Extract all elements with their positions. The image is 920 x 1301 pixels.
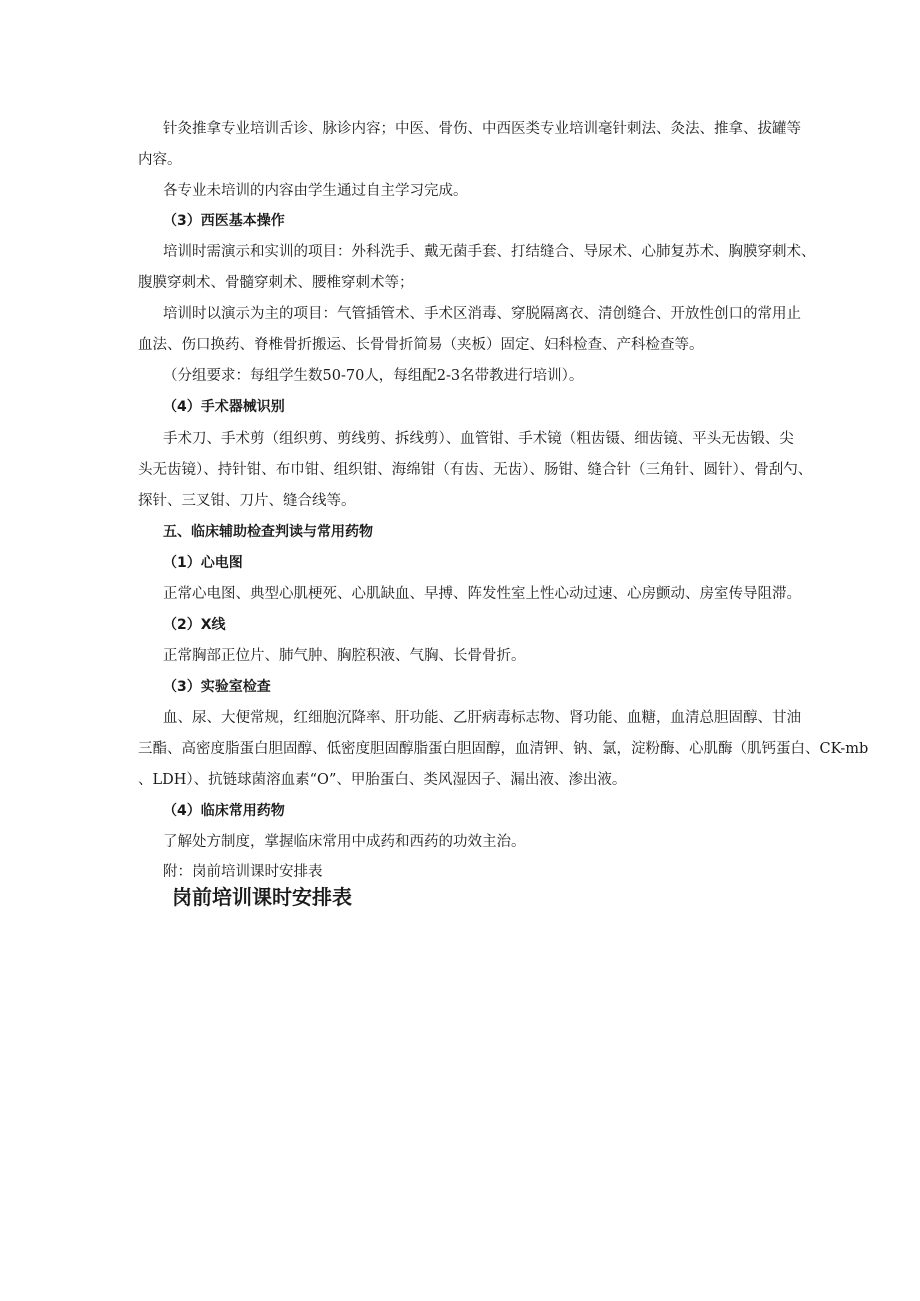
section-heading: （4）临床常用药物	[163, 803, 285, 819]
section-heading: （3）实验室检查	[163, 679, 271, 695]
paragraph-line: 血、尿、大便常规，红细胞沉降率、肝功能、乙肝病毒标志物、肾功能、血糖，血清总胆固醇、甘油	[163, 710, 801, 726]
section-heading: （1）心电图	[163, 555, 243, 571]
paragraph-line: 培训时以演示为主的项目：气管插管术、手术区消毒、穿脱隔离衣、清创缝合、开放性创口的常用止	[163, 306, 801, 322]
section-heading: （3）西医基本操作	[163, 213, 285, 229]
paragraph-line: 培训时需演示和实训的项目：外科洗手、戴无菌手套、打结缝合、导尿术、心肺复苏术、胸膜穿刺术、	[163, 244, 816, 260]
paragraph-line: 针灸推拿专业培训舌诊、脉诊内容；中医、骨伤、中西医类专业培训毫针刺法、灸法、推拿、拔罐等	[163, 121, 801, 137]
section-heading: （4）手术器械识别	[163, 399, 285, 415]
paragraph-line: 正常心电图、典型心肌梗死、心肌缺血、早搏、阵发性室上性心动过速、心房颤动、房室传导阻滞。	[163, 586, 801, 602]
section-heading: 五、临床辅助检查判读与常用药物	[163, 524, 373, 540]
paragraph-line: 正常胸部正位片、肺气肿、胸腔积液、气胸、长骨骨折。	[163, 648, 526, 664]
table-title: 岗前培训课时安排表	[172, 885, 352, 909]
paragraph-line: 了解处方制度，掌握临床常用中成药和西药的功效主治。	[163, 834, 526, 850]
paragraph-line: 附：岗前培训课时安排表	[163, 864, 323, 880]
paragraph-line: 血法、伤口换药、脊椎骨折搬运、长骨骨折简易（夹板）固定、妇科检查、产科检查等。	[138, 337, 704, 353]
section-heading: （2）X线	[163, 617, 226, 633]
paragraph-line: 各专业未培训的内容由学生通过自主学习完成。	[163, 183, 468, 199]
paragraph-line: 头无齿镜）、持针钳、布巾钳、组织钳、海绵钳（有齿、无齿）、肠钳、缝合针（三角针、圆针）、骨刮勺、	[138, 462, 813, 478]
paragraph-line: （分组要求：每组学生数50-70人，每组配2-3名带教进行培训）。	[163, 368, 584, 384]
paragraph-line: 内容。	[138, 152, 182, 168]
paragraph-line: 探针、三叉钳、刀片、缝合线等。	[138, 493, 356, 509]
paragraph-line: 腹膜穿刺术、骨髓穿刺术、腰椎穿刺术等；	[138, 275, 414, 291]
paragraph-line: 手术刀、手术剪（组织剪、剪线剪、拆线剪）、血管钳、手术镜（粗齿镊、细齿镜、平头无齿锻、尖	[163, 431, 794, 447]
paragraph-line: 三酯、高密度脂蛋白胆固醇、低密度胆固醇脂蛋白胆固醇，血清钾、钠、氯，淀粉酶、心肌酶（肌钙蛋白、CK-mb	[138, 741, 869, 757]
paragraph-line: 、LDH）、抗链球菌溶血素“O”、甲胎蛋白、类风湿因子、漏出液、渗出液。	[138, 772, 627, 788]
